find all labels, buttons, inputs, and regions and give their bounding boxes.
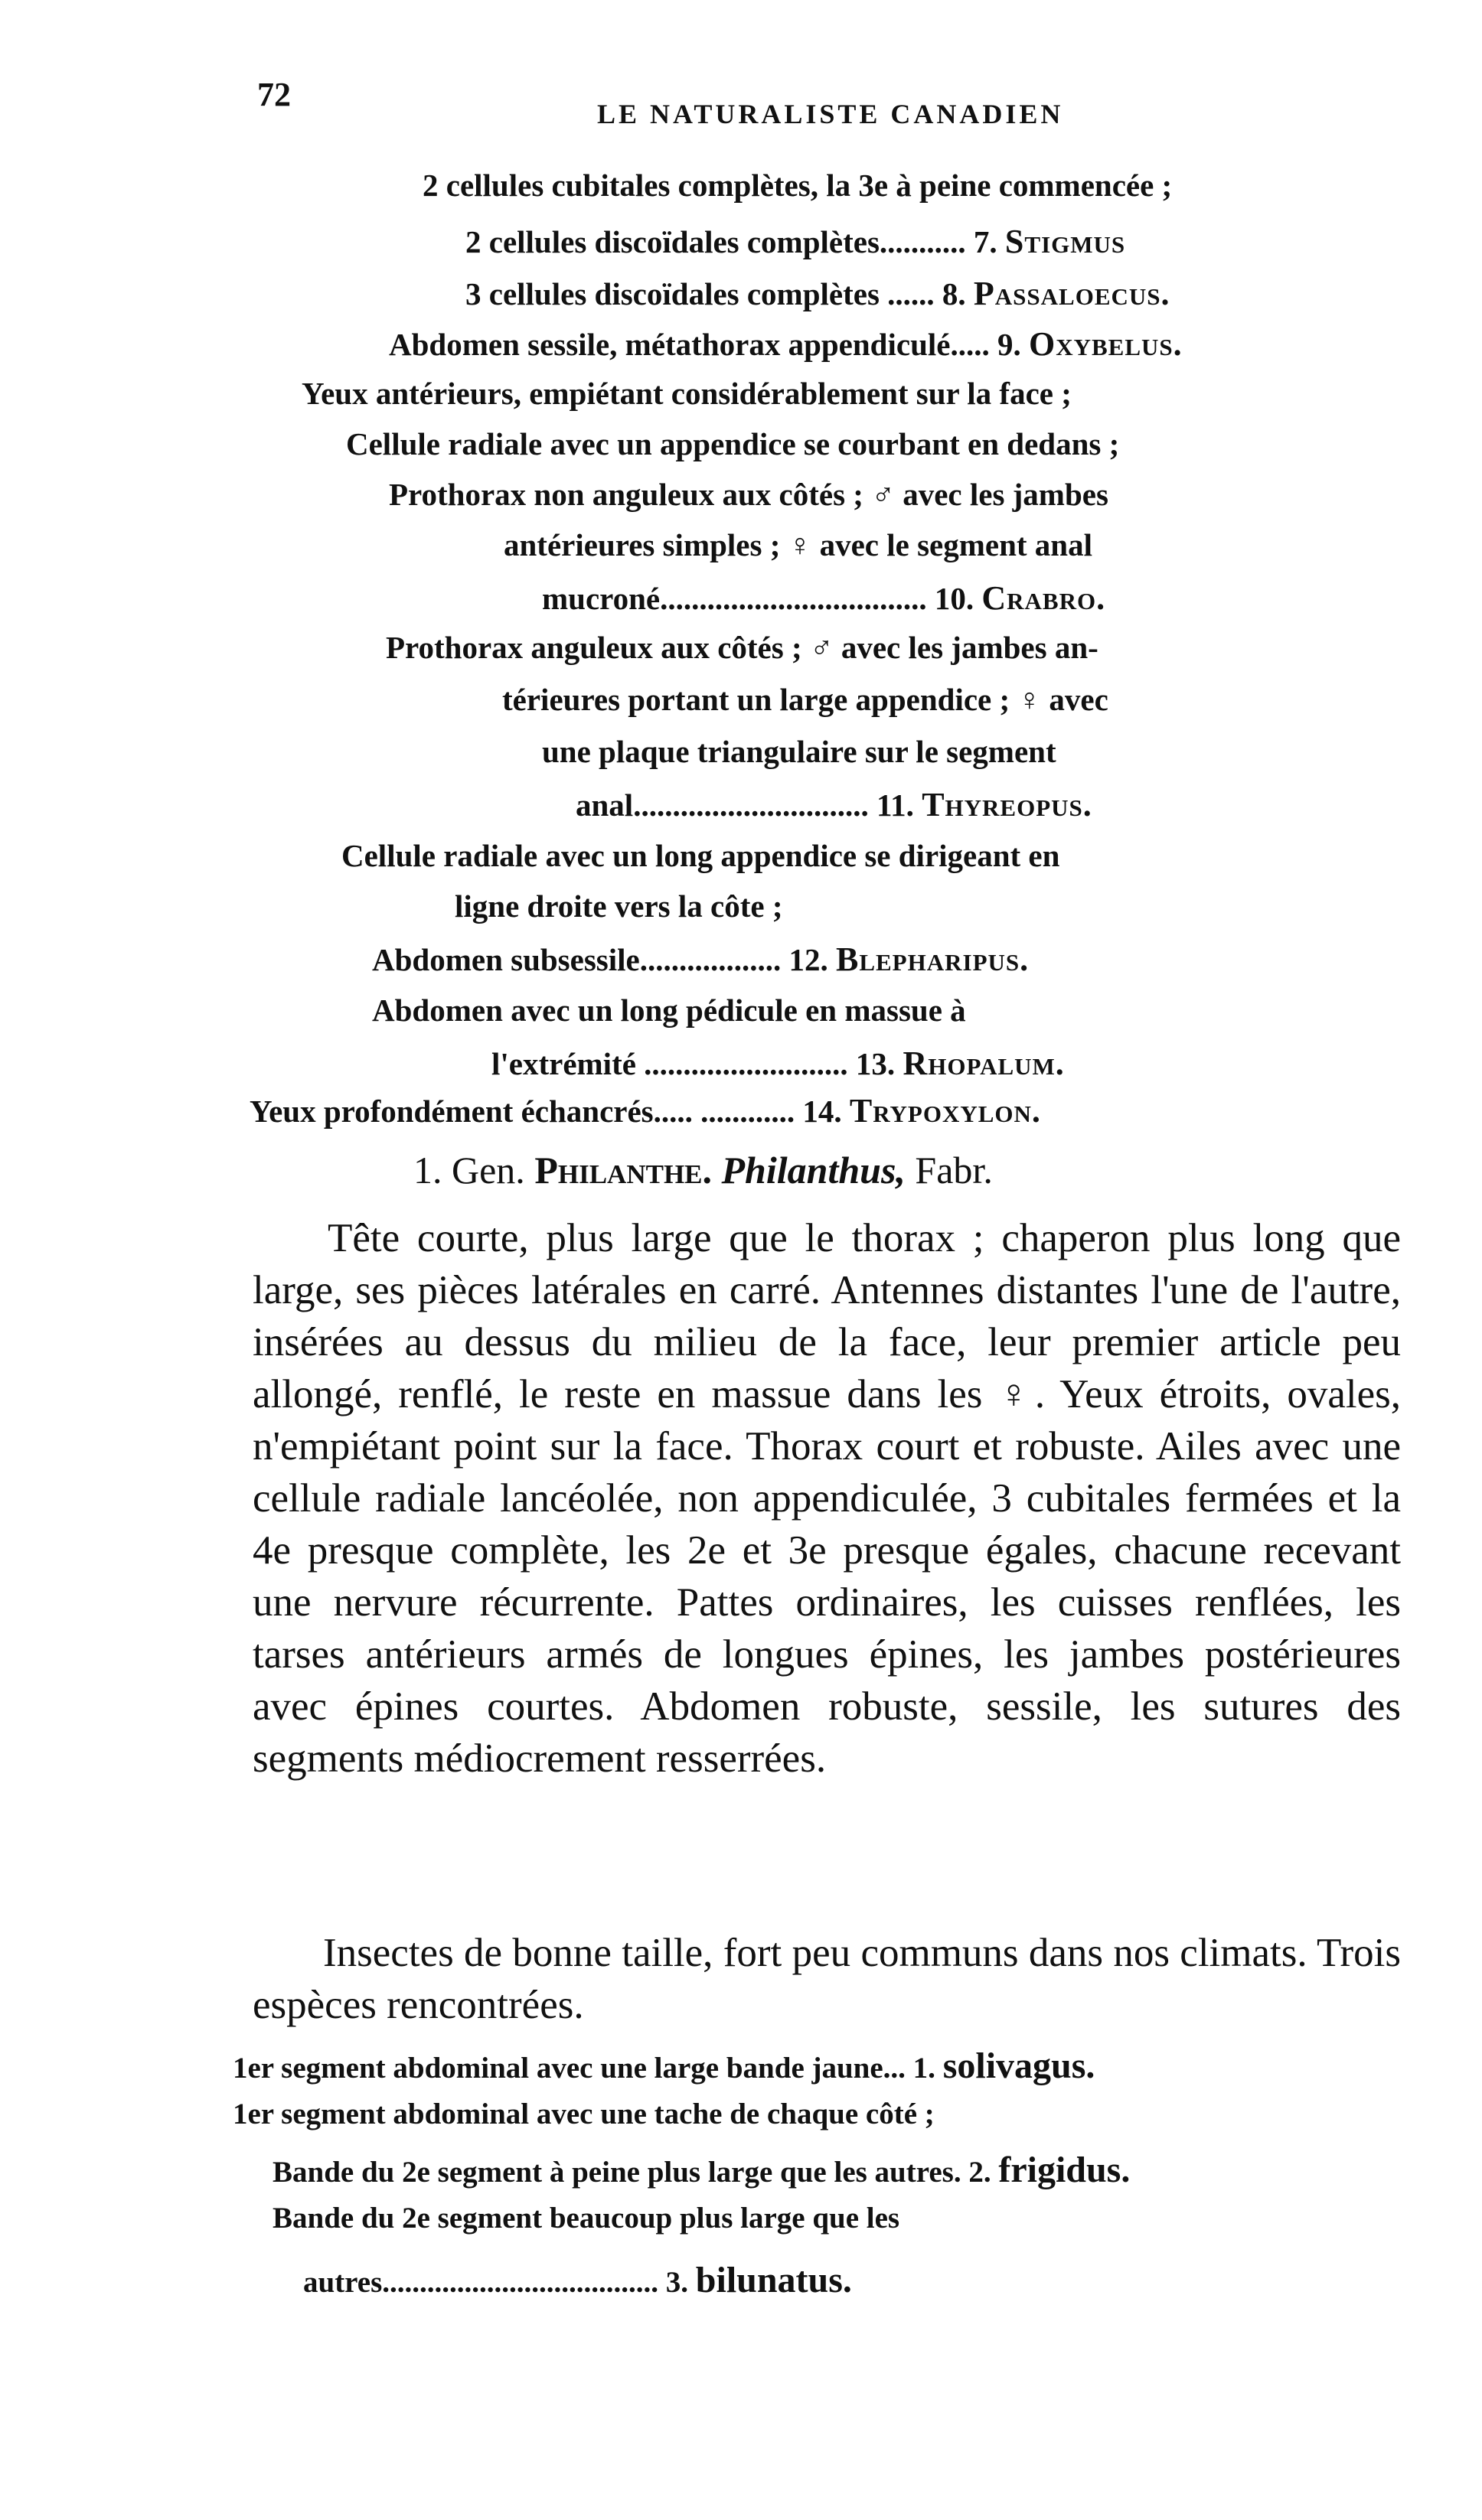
genus-author: Fabr.: [915, 1149, 993, 1192]
running-title: LE NATURALISTE CANADIEN: [597, 99, 1064, 129]
key-taxon: Oxybelus.: [1028, 325, 1183, 363]
key-taxon: Stigmus: [1004, 223, 1126, 260]
key-line: une plaque triangulaire sur le segment: [542, 734, 1056, 769]
key-line: 3 cellules discoïdales complètes ...... 8. Passaloecus.: [465, 275, 1170, 312]
key-line: l'extrémité .......................... 13. Rhopalum.: [491, 1045, 1065, 1082]
genus-remarks: Insectes de bonne taille, fort peu communs dans nos climats. Trois espèces rencontrées.: [253, 1931, 1401, 2027]
key-line: térieures portant un large appendice ; ♀ avec: [502, 682, 1108, 717]
species-name: solivagus.: [942, 2046, 1095, 2086]
key-line: ligne droite vers la côte ;: [455, 888, 783, 924]
key-line: Abdomen subsessile.................. 12. Blepharipus.: [372, 941, 1030, 978]
key-taxon: Rhopalum.: [903, 1045, 1065, 1082]
key-line: Prothorax non anguleux aux côtés ; ♂ avec les jambes: [389, 477, 1108, 512]
page-number: 72: [257, 76, 291, 113]
key-taxon: Passaloecus.: [973, 275, 1170, 312]
key-taxon: Crabro.: [981, 579, 1106, 617]
species-key-line: 1er segment abdominal avec une tache de chaque côté ;: [233, 2098, 935, 2130]
genus-description: Tête courte, plus large que le thorax ; chaperon plus long que large, ses pièces latérales en carré. Antennes distantes l'une de l'autre, insérées au dessus du milieu de la face, leur premier article peu allongé, renflé, le reste en massue dans les ♀. Yeux étroits, ovales, n'empiétant point sur la face. Thorax court et robuste. Ailes avec une cellule radiale lancéolée, non appendiculée, 3 cubitales fermées et la 4e presque complète, les 2e et 3e presque égales, chacune recevant une nervure récurrente. Pattes ordinaires, les cuisses renflées, les tarses antérieurs armés de longues épines, les jambes postérieures avec épines courtes. Abdomen robuste, sessile, les sutures des segments médiocrement resserrées.: [253, 1216, 1401, 1781]
key-line: antérieures simples ; ♀ avec le segment anal: [504, 527, 1092, 562]
key-line: Abdomen sessile, métathorax appendiculé..... 9. Oxybelus.: [389, 325, 1183, 363]
species-name: frigidus.: [998, 2150, 1131, 2190]
key-line: Abdomen avec un long pédicule en massue à: [372, 993, 966, 1028]
key-line: Yeux profondément échancrés..... ............ 14. Trypoxylon.: [250, 1092, 1041, 1130]
key-line: Prothorax anguleux aux côtés ; ♂ avec les jambes an-: [386, 630, 1098, 665]
species-name: bilunatus.: [695, 2260, 852, 2300]
genus-name: Philanthe.: [534, 1149, 713, 1192]
key-line: mucroné.................................. 10. Crabro.: [542, 579, 1106, 617]
key-taxon: Blepharipus.: [835, 941, 1030, 978]
key-line: Yeux antérieurs, empiétant considérablement sur la face ;: [302, 376, 1072, 411]
genus-prefix: 1. Gen.: [413, 1149, 525, 1192]
species-key-line: Bande du 2e segment beaucoup plus large que les: [273, 2202, 900, 2235]
key-taxon: Trypoxylon.: [849, 1092, 1041, 1130]
genus-heading: [413, 1148, 993, 1192]
genus-latin-name: Philanthus,: [721, 1149, 906, 1192]
key-line: Cellule radiale avec un appendice se courbant en dedans ;: [346, 426, 1120, 461]
species-key-line: 1er segment abdominal avec une large bande jaune... 1. solivagus.: [233, 2046, 1095, 2086]
key-line: Cellule radiale avec un long appendice se dirigeant en: [341, 838, 1060, 873]
key-line: anal.............................. 11. Thyreopus.: [576, 786, 1092, 823]
species-key-line: Bande du 2e segment à peine plus large que les autres. 2. frigidus.: [273, 2150, 1131, 2190]
key-taxon: Thyreopus.: [922, 786, 1092, 823]
key-line: 2 cellules discoïdales complètes........... 7. Stigmus: [465, 223, 1126, 260]
key-line: 2 cellules cubitales complètes, la 3e à peine commencée ;: [423, 168, 1173, 203]
species-key-line: autres..................................... 3. bilunatus.: [303, 2260, 852, 2300]
